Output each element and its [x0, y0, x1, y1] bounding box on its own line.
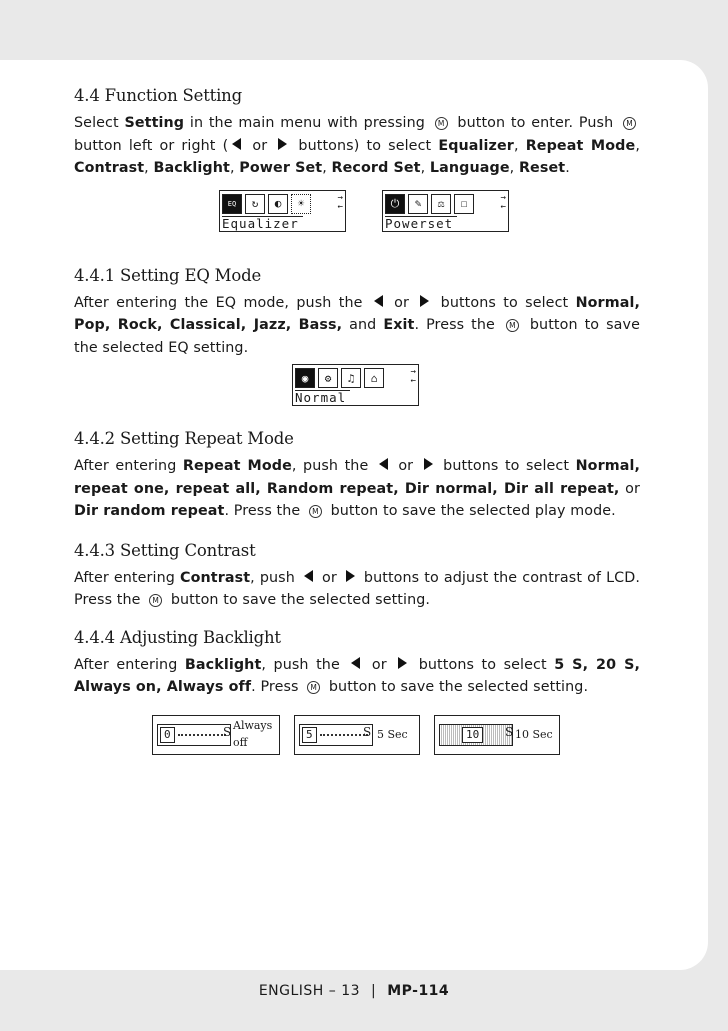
lcd-label: Powerset [385, 216, 457, 230]
right-arrow-icon [424, 458, 433, 470]
backlight-figure-row [74, 699, 640, 769]
lcd-label: Equalizer [222, 216, 303, 230]
right-arrow-icon [398, 657, 407, 669]
page-footer [0, 983, 708, 999]
seconds-label: S [223, 724, 232, 739]
classical-eq-icon: ⌂ [364, 368, 384, 388]
lcd-figure-row-1 [74, 180, 640, 266]
left-arrow-icon [374, 295, 383, 307]
backlight-bar [439, 724, 513, 746]
paragraph-4-4-1: After entering the EQ mode, push the or buttons to select Normal, Pop, Rock, Classical, Jazz, Bass, and Exit. Press the M button to save the selected EQ setting. [74, 294, 640, 356]
section-heading-4-4-3: 4.4.3 Setting Contrast [74, 540, 256, 560]
manual-content [74, 86, 640, 769]
pop-eq-icon: ⚙ [318, 368, 338, 388]
m-button-icon: M [149, 594, 162, 607]
normal-eq-icon: ◉ [295, 368, 315, 388]
backlight-value: 10 [462, 727, 483, 743]
scroll-arrows-icon: → ← [410, 367, 416, 386]
language-icon: ⚖ [431, 194, 451, 214]
page-sheet [0, 60, 708, 970]
m-button-icon: M [435, 117, 448, 130]
backlight-screen-5-sec [294, 715, 420, 755]
record-icon: ✎ [408, 194, 428, 214]
backlight-text-line-2: off [233, 735, 248, 749]
footer-model: MP-114 [387, 983, 450, 999]
eq-icon: EQ [222, 194, 242, 214]
section-heading-4-4-4: 4.4.4 Adjusting Backlight [74, 627, 281, 647]
scroll-arrows-icon: → ← [337, 192, 343, 212]
right-arrow-icon [420, 295, 429, 307]
lcd-normal-screen [292, 364, 419, 406]
backlight-bar [157, 724, 231, 746]
paragraph-4-4: Select Setting in the main menu with pressing M button to enter. Push M button left or right ( or buttons) to select Equalizer, Repeat Mode, Contrast, Backlight, Power Set, Record Set, Language, Reset. [74, 115, 640, 176]
repeat-icon: ↻ [245, 194, 265, 214]
backlight-value: 5 [302, 727, 317, 743]
backlight-value: 0 [160, 727, 175, 743]
footer-separator: | [371, 983, 377, 999]
m-button-icon: M [623, 117, 636, 130]
backlight-screen-10-sec [434, 715, 560, 755]
seconds-label: S [363, 724, 372, 739]
contrast-icon: ◐ [268, 194, 288, 214]
lcd-equalizer-screen [219, 190, 346, 232]
reset-icon: ☐ [454, 194, 474, 214]
m-button-icon: M [309, 505, 322, 518]
footer-page-label: ENGLISH – 13 [258, 983, 361, 999]
scroll-arrows-icon: → ← [500, 192, 506, 212]
backlight-icon: ☀ [291, 194, 311, 214]
left-arrow-icon [304, 570, 313, 582]
seconds-label: S [505, 724, 514, 739]
section-heading-4-4-1: 4.4.1 Setting EQ Mode [74, 265, 262, 285]
right-arrow-icon [346, 570, 355, 582]
left-arrow-icon [232, 138, 241, 150]
paragraph-4-4-3: After entering Contrast, push or buttons to adjust the contrast of LCD. Press the M button to save the selected setting. [74, 569, 640, 608]
lcd-figure-row-2 [74, 359, 640, 429]
paragraph-4-4-2: After entering Repeat Mode, push the or buttons to select Normal, repeat one, repeat all, Random repeat, Dir normal, Dir all repeat, or Dir random repeat. Press the M button to save the selected play mode. [74, 458, 640, 519]
paragraph-4-4-4: After entering Backlight, push the or buttons to select 5 S, 20 S, Always on, Always off. Press M button to save the selected setting. [74, 656, 641, 695]
lcd-label: Normal [295, 390, 350, 404]
backlight-text-line-1: 10 Sec [515, 727, 553, 741]
backlight-screen-always-off [152, 715, 280, 755]
section-heading-4-4-2: 4.4.2 Setting Repeat Mode [74, 429, 294, 448]
m-button-icon: M [506, 319, 519, 332]
backlight-bar [299, 724, 373, 746]
left-arrow-icon [379, 458, 388, 470]
left-arrow-icon [351, 657, 360, 669]
right-arrow-icon [278, 138, 287, 150]
rock-eq-icon: ♫ [341, 368, 361, 388]
power-icon: ⏻ [385, 194, 405, 214]
section-heading-4-4: 4.4 Function Setting [74, 86, 242, 105]
lcd-powerset-screen [382, 190, 509, 232]
backlight-text-line-1: 5 Sec [377, 727, 408, 741]
backlight-text-line-1: Always [233, 718, 273, 732]
m-button-icon: M [307, 681, 320, 694]
